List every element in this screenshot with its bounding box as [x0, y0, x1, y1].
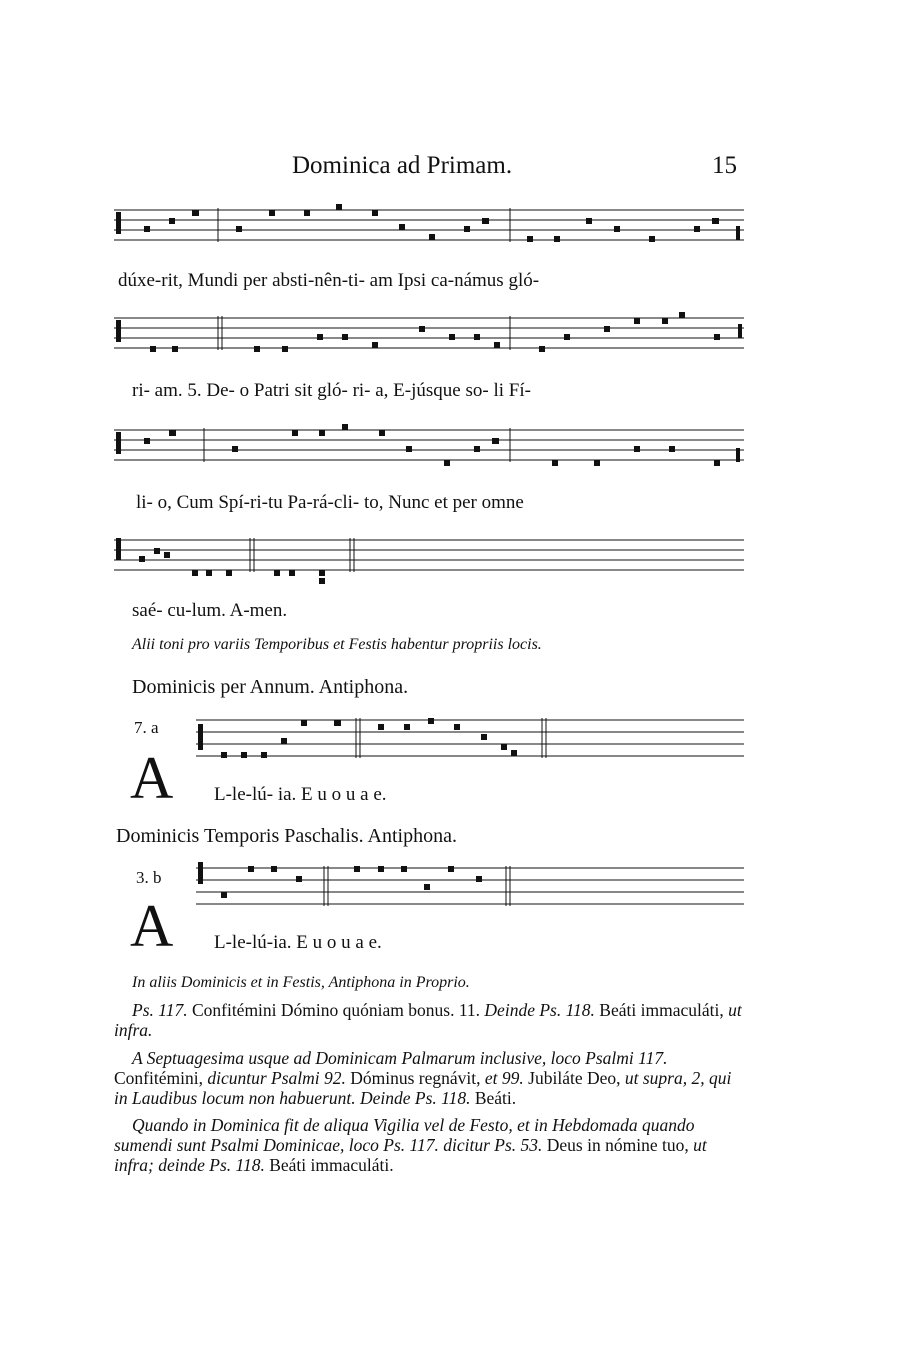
antiphon-text-1: L-le-lú- ia. E u o u a e.	[214, 784, 387, 805]
page-title: Dominica ad Primam.	[292, 152, 513, 179]
psalm-text: Confitémini Dómino quóniam bonus. 11.	[187, 1000, 485, 1020]
psalm-ref: Ps. 117.	[132, 1000, 188, 1020]
lyric-line-3: li- o, Cum Spí-ri-tu Pa-rá-cli- to, Nunc et per omne	[136, 492, 524, 513]
psalm-incipit-3: Jubiláte Deo,	[523, 1068, 625, 1088]
psalm-text-2: Beáti immaculáti,	[594, 1000, 729, 1020]
psalm-incipit-6: Beáti immaculáti.	[264, 1155, 394, 1175]
psalm-paragraph-3	[114, 1115, 744, 1175]
psalm-incipit-4: Beáti.	[470, 1088, 517, 1108]
music-staff-1	[114, 204, 744, 252]
rubric-vigil: Quando in Dominica fit de aliqua Vigilia vel de Festo, et in Hebdomada quando sumendi sunt Psalmi Dominicae, loco Ps. 117. dicitur Ps. 53.	[114, 1115, 695, 1155]
rubric-psalm-99: et 99.	[484, 1068, 524, 1088]
antiphon-heading-1: Dominicis per Annum. Antiphona.	[132, 676, 409, 698]
psalm-paragraph-2	[114, 1048, 744, 1108]
rubric-deinde: ut infra; deinde Ps. 118.	[114, 1135, 707, 1175]
psalm-incipit-2: Dóminus regnávit,	[345, 1068, 485, 1088]
page-number: 15	[712, 152, 737, 179]
antiphon-heading-2: Dominicis Temporis Paschalis. Antiphona.	[116, 825, 457, 847]
lyric-line-2: ri- am. 5. De- o Patri sit gló- ri- a, E-júsque so- li Fí-	[132, 380, 531, 401]
music-staff-4	[114, 534, 744, 582]
psalm-incipit-1: Confitémini,	[114, 1068, 208, 1088]
music-staff-antiphon-2	[196, 862, 744, 910]
rubric-septuagesima: A Septuagesima usque ad Dominicam Palmarum inclusive, loco Psalmi 117.	[132, 1048, 668, 1068]
mode-label-2: 3. b	[136, 868, 162, 887]
drop-cap-initial-1: A	[130, 745, 174, 811]
psalm-paragraph-1	[114, 1000, 744, 1040]
rubric-other-sundays: In aliis Dominicis et in Festis, Antiphona in Proprio.	[132, 974, 470, 991]
psalm-tail: ut infra.	[114, 1000, 742, 1040]
music-staff-antiphon-1	[196, 714, 744, 762]
lyric-line-1: dúxe-rit, Mundi per absti-nên-ti- am Ipsi ca-námus gló-	[118, 270, 540, 291]
drop-cap-initial-2: A	[130, 893, 174, 959]
mode-label-1: 7. a	[134, 718, 159, 737]
music-staff-2	[114, 312, 744, 360]
psalm-incipit-5: Deus in nómine tuo,	[542, 1135, 694, 1155]
rubric-other-tones: Alii toni pro variis Temporibus et Festis habentur propriis locis.	[132, 636, 542, 653]
antiphon-text-2: L-le-lú-ia. E u o u a e.	[214, 932, 382, 953]
music-staff-3	[114, 424, 744, 472]
lyric-line-4: saé- cu-lum. A-men.	[132, 600, 288, 621]
psalm-ref-2: Deinde Ps. 118.	[484, 1000, 595, 1020]
rubric-psalm-92: dicuntur Psalmi 92.	[207, 1068, 346, 1088]
rubric-laudibus: ut supra, 2, qui in Laudibus locum non habuerunt. Deinde Ps. 118.	[114, 1068, 732, 1108]
